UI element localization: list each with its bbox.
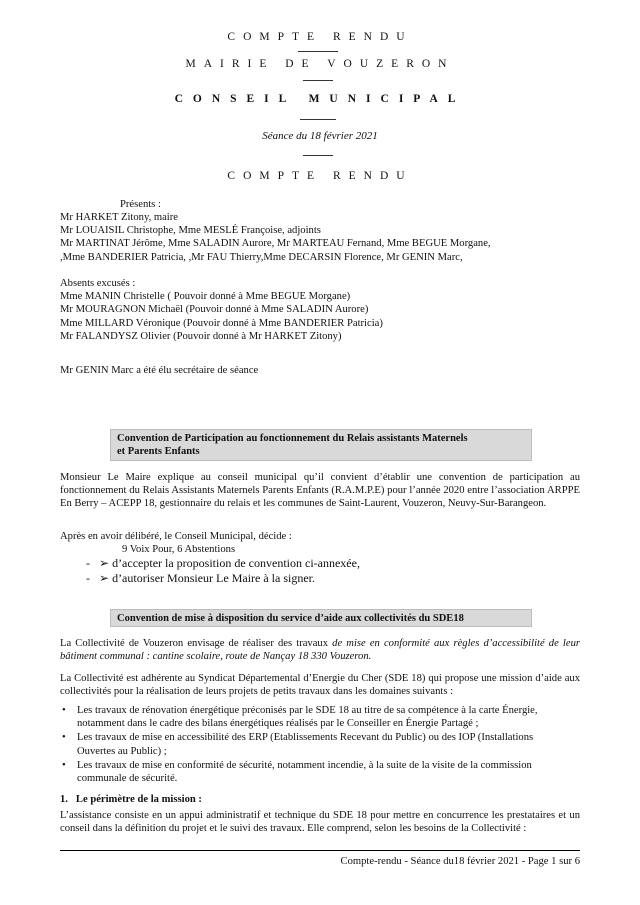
present-line: ,Mme BANDERIER Patricia, ,Mr FAU Thierry,Mme DECARSIN Florence, Mr GENIN Marc,: [60, 251, 463, 263]
presents-list: [60, 211, 590, 264]
header-mairie: MAIRIE DE VOUZERON: [185, 58, 455, 70]
list-item: • Les travaux de rénovation énergétique préconisés par le SDE 18 au titre de sa compétence à la carte Énergie, notamment dans le cadre des bilans énergétiques réalisés par le Conseiller en Énergie Partagé ;: [60, 704, 565, 730]
absent-line: Mme MANIN Christelle ( Pouvoir donné à Mme BEGUE Morgane): [60, 291, 351, 303]
seance-date: Séance du 18 février 2021: [262, 130, 378, 142]
secretary-line: Mr GENIN Marc a été élu secrétaire de séance: [60, 365, 259, 376]
domains-list: [60, 704, 565, 785]
header-compte-rendu: COMPTE RENDU: [227, 31, 413, 43]
subheading-text: Le périmètre de la mission :: [75, 794, 202, 805]
section1-heading-line: Convention de Participation au fonctionnement du Relais assistants Maternels: [117, 433, 468, 444]
section2-paragraph3: L’assistance consiste en un appui administratif et technique du SDE 18 pour mettre en concurrence les prestataires et un conseil dans la définition du projet et le suivi des travaux. Elle comprend, selon les besoins de la Collectivité :: [60, 810, 580, 835]
section2-paragraph2: La Collectivité est adhérente au Syndicat Départemental d’Energie du Cher (SDE 18) qui propose une mission d’aide aux collectivités pour la réalisation de leurs projets de petits travaux dans les domaines suivants :: [60, 673, 580, 698]
present-line: Mr MARTINAT Jérôme, Mme SALADIN Aurore, Mr MARTEAU Fernand, Mme BEGUE Morgane,: [60, 238, 491, 250]
list-item: • Les travaux de mise en conformité de sécurité, notamment incendie, à la suite de la visite de la commission communale de sécurité.: [60, 759, 565, 785]
decision-item: [86, 571, 315, 586]
decision-item: [86, 556, 360, 571]
footer-rule: [60, 850, 580, 851]
absent-line: Mme MILLARD Véronique (Pouvoir donné à Mme BANDERIER Patricia): [60, 317, 383, 329]
arrow-bullet-icon: ➢: [99, 571, 110, 585]
arrow-bullet-icon: ➢: [99, 556, 110, 570]
list-item: • Les travaux de mise en accessibilité des ERP (Etablissements Recevant du Public) ou des IOP (Installations Ouvertes au Public) ;: [60, 731, 565, 757]
absents-block: [60, 277, 590, 343]
section2-heading: Convention de mise à disposition du service d’aide aux collectivités du SDE18: [110, 609, 532, 627]
section1-heading: [110, 429, 532, 461]
page-footer: Compte-rendu - Séance du18 février 2021 - Page 1 sur 6: [340, 856, 580, 867]
para1-italic: de mise en conformité aux règles d’accessibilité de leur bâtiment communal : cantine scolaire, route de Nançay 18 330 Vouzeron.: [60, 638, 580, 663]
decision-text: d’autoriser Monsieur Le Maire à la signer.: [112, 571, 315, 585]
header-conseil-municipal: CONSEIL MUNICIPAL: [174, 93, 466, 105]
section2-paragraph1: [60, 637, 580, 663]
presents-label: Présents :: [120, 199, 161, 210]
absent-line: Mr FALANDYSZ Olivier (Pouvoir donné à Mr HARKET Zitony): [60, 330, 342, 342]
present-line: Mr LOUAISIL Christophe, Mme MESLÉ Françoise, adjoints: [60, 225, 321, 237]
absent-line: Mr MOURAGNON Michaël (Pouvoir donné à Mme SALADIN Aurore): [60, 304, 369, 316]
present-line: Mr HARKET Zitony, maire: [60, 212, 178, 223]
section1-deliberation: Après en avoir délibéré, le Conseil Municipal, décide :: [60, 531, 292, 542]
section1-heading-line: et Parents Enfants: [117, 446, 200, 457]
dash-marker: -: [86, 571, 99, 585]
para1-start: La Collectivité de Vouzeron envisage de réaliser des travaux: [60, 638, 333, 649]
header-compte-rendu-2: COMPTE RENDU: [227, 170, 413, 182]
subheading-number: 1.: [60, 794, 68, 805]
mission-subheading: [60, 793, 202, 806]
header-rule: [303, 80, 333, 81]
absents-label: Absents excusés :: [60, 278, 136, 289]
header-rule: [298, 51, 338, 52]
dash-marker: -: [86, 556, 99, 570]
header-rule: [300, 119, 336, 120]
section1-votes: 9 Voix Pour, 6 Abstentions: [122, 544, 236, 555]
header-rule: [303, 155, 333, 156]
decision-text: d’accepter la proposition de convention ci-annexée,: [112, 556, 360, 570]
section1-paragraph: Monsieur Le Maire explique au conseil municipal qu’il convient d’établir une convention de participation au fonctionnement du Relais Assistants Maternels Parents Enfants (R.A.M.P.E) pour l’année 2020 entre l’association ARPPE En Berry – ACEPP 18, gestionnaire du relais et les communes de Saint-Laurent, Vouzeron, Neuvy-Sur-Barangeon.: [60, 472, 580, 510]
